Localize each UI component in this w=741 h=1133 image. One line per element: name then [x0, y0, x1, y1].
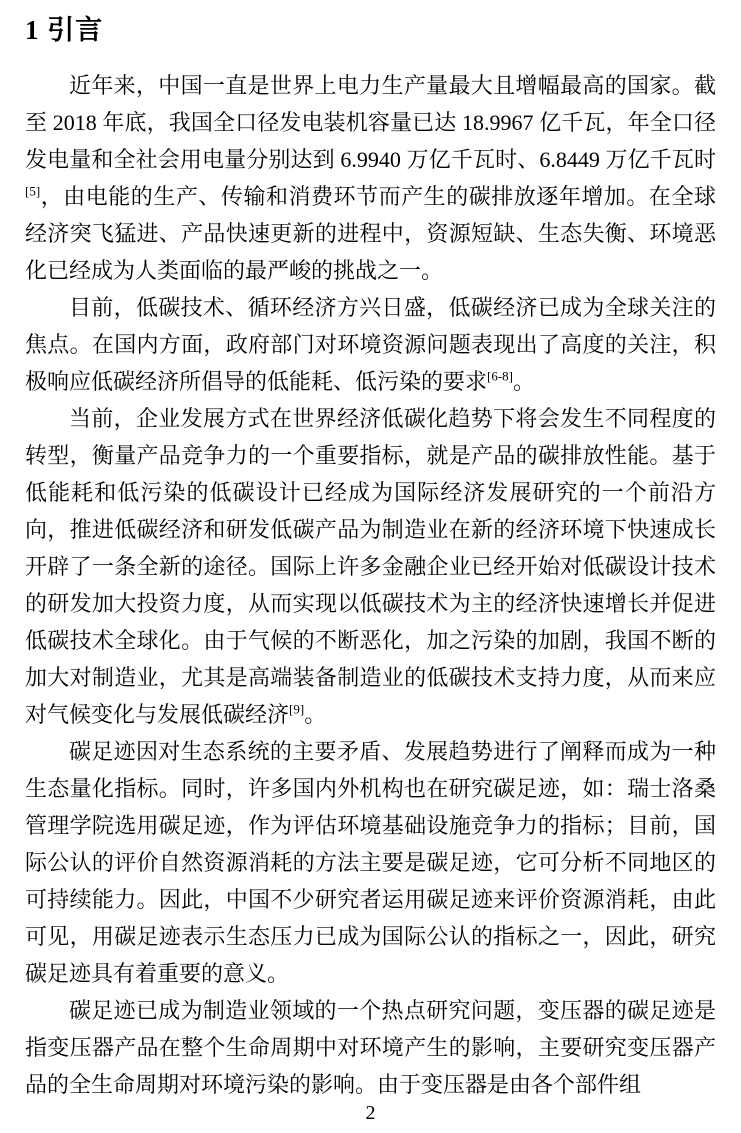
paragraph-text: 当前，企业发展方式在世界经济低碳化趋势下将会发生不同程度的转型，衡量产品竞争力的一个重要指标，就是产品的碳排放性能。基于低能耗和低污染的低碳设计已经成为国际经济发展研究的一个前沿方向，推进低碳经济和研发低碳产品为制造业在新的经济环境下快速成长开辟了一条全新的途径。国际上许多金融企业已经开始对低碳设计技术的研发加大投资力度，从而实现以低碳技术为主的经济快速增长并促进低碳技术全球化。由于气候的不断恶化，加之污染的加剧，我国不断的加大对制造业，尤其是高端装备制造业的低碳技术支持力度，从而来应对气候变化与发展低碳经济 [25, 406, 716, 727]
paragraph-text: 。 [304, 702, 327, 727]
citation-ref-5: [5] [25, 183, 41, 199]
paragraph-carbon-footprint-indicator [25, 733, 716, 992]
paragraph-text: 碳足迹已成为制造业领域的一个热点研究问题，变压器的碳足迹是指变压器产品在整个生命周期中对环境产生的影响，主要研究变压器产品的全生命周期对环境污染的影响。由于变压器是由各个部件组 [25, 998, 716, 1097]
paragraph-text: 目前，低碳技术、循环经济方兴日盛，低碳经济已成为全球关注的焦点。在国内方面，政府部门对环境资源问题表现出了高度的关注，积极响应低碳经济所倡导的低能耗、低污染的要求 [25, 295, 716, 394]
paragraph-text: 。 [513, 369, 536, 394]
paragraph-intro-power [25, 67, 716, 289]
paragraph-text: 近年来，中国一直是世界上电力生产量最大且增幅最高的国家。截至 2018 年底，我国全口径发电装机容量已达 18.9967 亿千瓦，年全口径发电量和全社会用电量分别达到 6.9940 万亿千瓦时、6.8449 万亿千瓦时 [25, 73, 716, 172]
paragraph-transformer-footprint [25, 992, 716, 1103]
paragraph-text: 碳足迹因对生态系统的主要矛盾、发展趋势进行了阐释而成为一种生态量化指标。同时，许多国内外机构也在研究碳足迹，如：瑞士洛桑管理学院选用碳足迹，作为评估环境基础设施竞争力的指标；目前，国际公认的评价自然资源消耗的方法主要是碳足迹，它可分析不同地区的可持续能力。因此，中国不少研究者运用碳足迹来评价资源消耗，由此可见，用碳足迹表示生态压力已成为国际公认的指标之一，因此，研究碳足迹具有着重要的意义。 [25, 739, 716, 986]
page-number: 2 [365, 1102, 376, 1124]
paragraph-text: ，由电能的生产、传输和消费环节而产生的碳排放逐年增加。在全球经济突飞猛进、产品快速更新的进程中，资源短缺、生态失衡、环境恶化已经成为人类面临的最严峻的挑战之一。 [25, 184, 716, 283]
paragraph-enterprise-transform [25, 400, 716, 733]
citation-ref-6-8: [6-8] [487, 368, 514, 384]
citation-ref-9: [9] [289, 701, 305, 717]
paragraph-low-carbon-focus [25, 289, 716, 400]
section-heading: 1 引言 [25, 15, 104, 45]
